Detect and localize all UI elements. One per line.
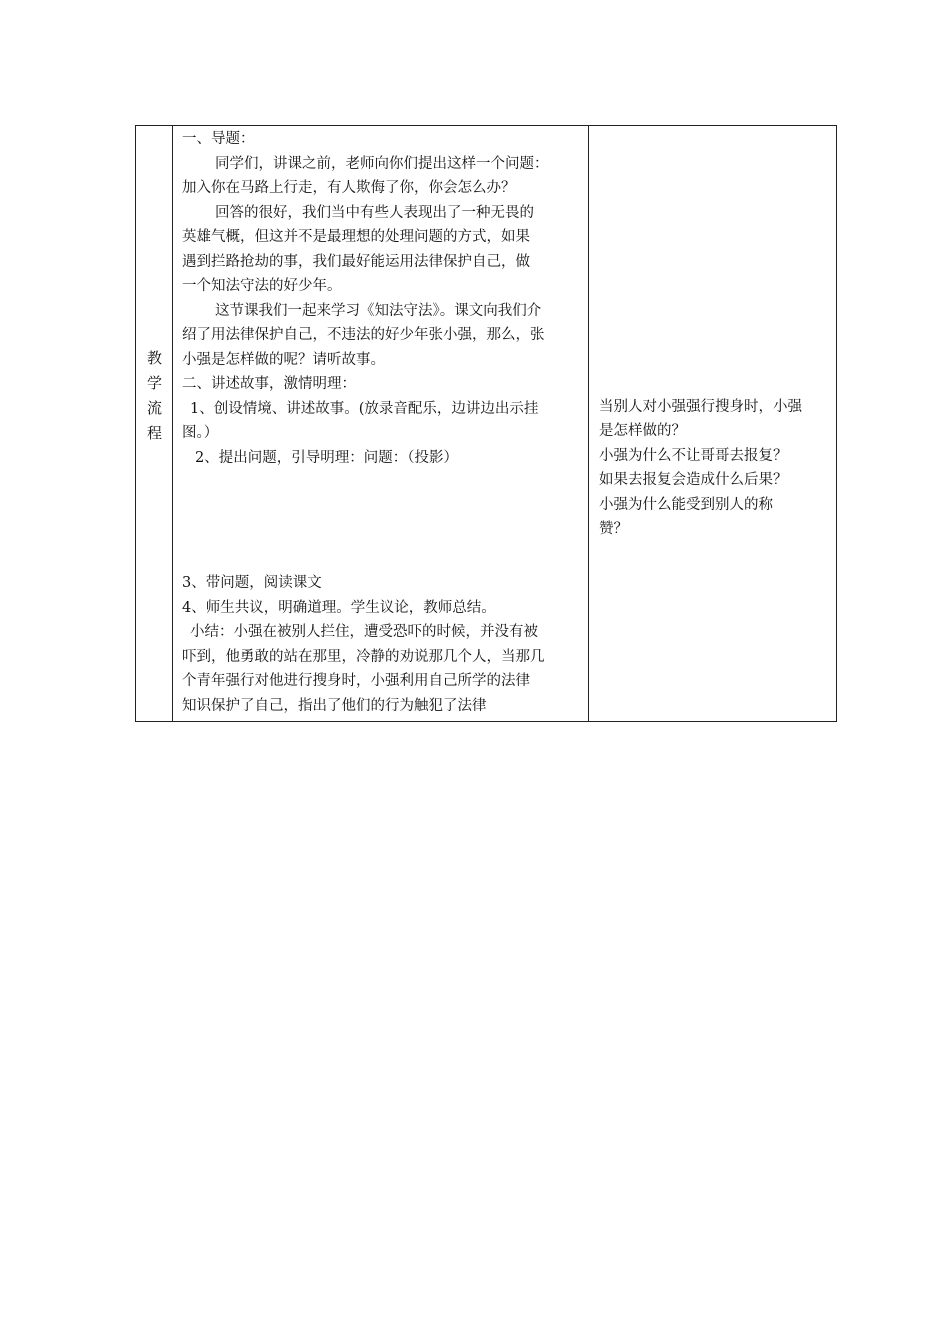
content-line: 同学们，讲课之前，老师向你们提出这样一个问题： [215, 156, 549, 172]
row-label-char: 教 [146, 349, 162, 367]
content-line: 一个知法守法的好少年。 [182, 278, 342, 294]
note-line: 如果去报复会造成什么后果？ [599, 472, 788, 488]
content-line: 遇到拦路抢劫的事，我们最好能运用法律保护自己，做 [182, 254, 530, 270]
row-label-cell [136, 126, 173, 721]
content-line: 吓到，他勇敢的站在那里，冷静的劝说那几个人，当那几 [182, 649, 545, 665]
lesson-content-cell [173, 126, 589, 721]
content-line: 小结：小强在被别人拦住，遭受恐吓的时候，并没有被 [190, 624, 538, 640]
content-line: 这节课我们一起来学习《知法守法》。课文向我们介 [215, 303, 542, 319]
lesson-notes-cell [589, 126, 836, 721]
content-line: 绍了用法律保护自己，不违法的好少年张小强，那么，张 [182, 327, 545, 343]
content-line: 英雄气概，但这并不是最理想的处理问题的方式，如果 [182, 229, 530, 245]
content-line: 3、带问题，阅读课文 [182, 575, 322, 591]
note-line: 小强为什么能受到别人的称 [599, 497, 773, 513]
content-line: 图。） [182, 425, 219, 441]
content-line: 2、提出问题，引导明理：问题：（投影） [195, 450, 458, 466]
row-label-char: 学 [146, 374, 162, 392]
content-line: 个青年强行对他进行搜身时，小强利用自己所学的法律 [182, 673, 530, 689]
content-line: 二、讲述故事，激情明理： [182, 376, 356, 392]
row-label-char: 程 [146, 424, 162, 442]
content-line: 加入你在马路上行走，有人欺侮了你，你会怎么办？ [182, 180, 516, 196]
content-line: 回答的很好，我们当中有些人表现出了一种无畏的 [215, 205, 534, 221]
row-label-char: 流 [146, 399, 162, 417]
note-line: 小强为什么不让哥哥去报复？ [599, 448, 788, 464]
note-line: 是怎样做的？ [599, 423, 686, 439]
content-line: 小强是怎样做的呢？请听故事。 [182, 352, 385, 368]
note-line: 赞？ [599, 521, 628, 537]
content-line: 1、创设情境、讲述故事。(放录音配乐，边讲边出示挂 [190, 401, 539, 417]
note-line: 当别人对小强强行搜身时，小强 [599, 399, 802, 415]
lesson-table [135, 125, 837, 722]
content-line: 一、导题： [182, 131, 255, 147]
content-line: 4、师生共议，明确道理。学生议论，教师总结。 [182, 600, 496, 616]
content-line: 知识保护了自己，指出了他们的行为触犯了法律 [182, 698, 487, 714]
